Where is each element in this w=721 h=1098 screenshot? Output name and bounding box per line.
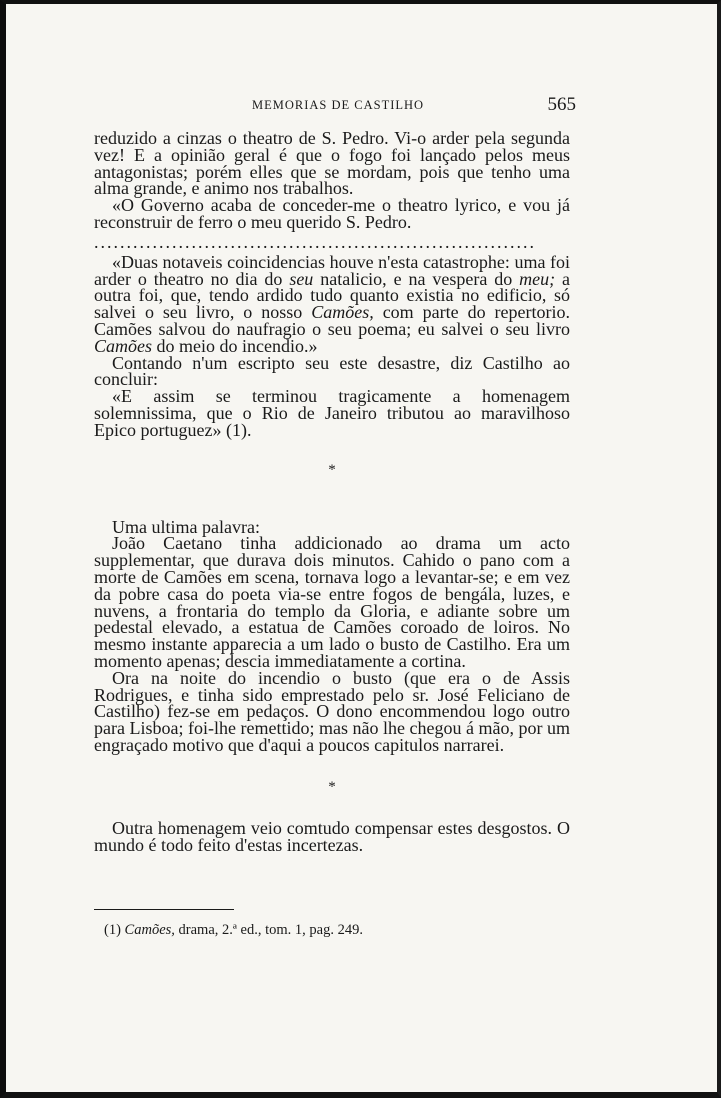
paragraph: Ora na noite do incendio o busto (que era o de Assis Rodrigues, e tinha sido emprestado pelo sr. José Feliciano de Castilho) fez-se em pedaços. O dono encommendou logo outro para Lisboa; foi-lhe remettido; mas não lhe chegou á mão, por um engraçado motivo que d'aqui a poucos capitulos narrarei. [94,667,570,755]
paragraph: João Caetano tinha addicionado ao drama um acto supplementar, que durava dois minutos. Cahido o pano com a morte de Camões em scena, tornava logo a levantar-se; e em vez da pobre casa do poeta via-se entre fogos de bengála, luzes, e nuvens, a frontaria do templo da Gloria, e adiante sobre um pedestal elevado, a estatua de Camões coroado de loiros. No mesmo instante apparecia a um lado o busto de Castilho. Era um momento apenas; descia immediatamente a cortina. [94,533,570,671]
running-title: MEMORIAS DE CASTILHO [252,98,425,112]
paragraph: reduzido a cinzas o theatro de S. Pedro. Vi-o arder pela segunda vez! E a opinião geral é que o fogo foi lançado pelos meus antagonistas; porém elles que se mordam, pois que tenho uma alma grande, e animo nos trabalhos. [94,128,570,199]
paragraph: Outra homenagem veio comtudo compensar estes desgostos. O mundo é todo feito d'estas incertezas. [94,817,570,855]
footnote-title: Camões, [124,922,175,938]
paragraph: «Duas notaveis coincidencias houve n'esta catastrophe: uma foi arder o theatro no dia do seu natalicio, e na vespera do meu; a outra foi, que, tendo ardido tudo quanto existia no edificio, só salvei o seu livro, o nosso Camões, com parte do repertorio. Camões salvou do naufragio o seu poema; eu salvei o seu livro Camões do meio do incendio.» [94,251,570,356]
section-asterism: * [328,778,336,795]
footnote [104,922,564,939]
footnote-rule [94,909,234,910]
body-text [94,130,570,853]
ellipsis-dots: .................................................................... [94,233,536,251]
page-header [94,94,576,118]
paragraph: «E assim se terminou tragicamente a homenagem solemnissima, que o Rio de Janeiro tributou ao maravilhoso Epico portuguez» (1). [94,386,570,440]
page-number: 565 [547,94,576,115]
section-asterism: * [328,461,336,478]
footnote-text: drama, 2.ª ed., tom. 1, pag. 249. [174,922,363,938]
paragraph: «O Governo acaba de conceder-me o theatro lyrico, e vou já reconstruir de ferro o meu querido S. Pedro. [94,195,570,232]
paragraph: Contando n'um escripto seu este desastre, diz Castilho ao concluir: [94,352,570,390]
paragraph: Uma ultima palavra: [112,516,260,537]
footnote-marker: (1) [104,922,121,938]
